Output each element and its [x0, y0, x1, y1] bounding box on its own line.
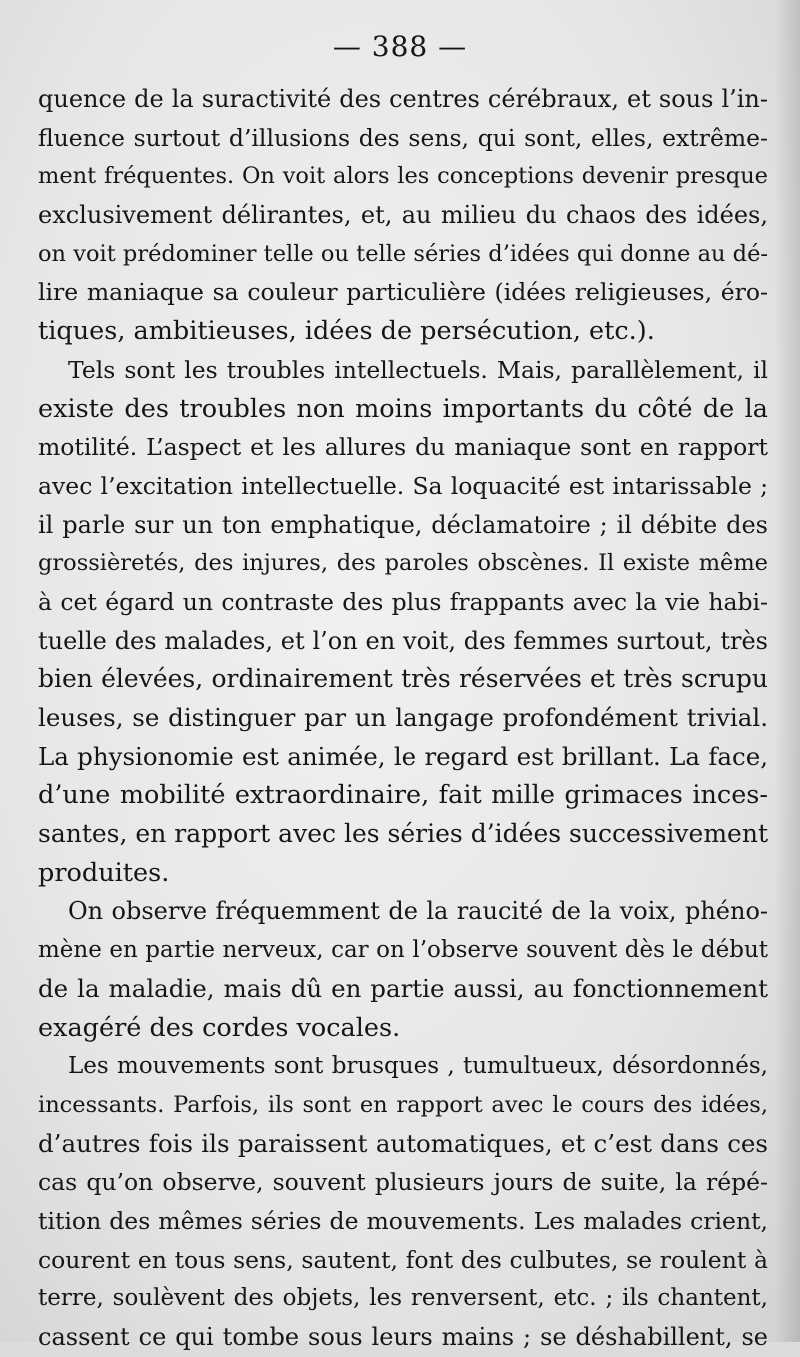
text-line: avec l’excitation intellectuelle. Sa loquacité est intarissable ; [38, 471, 768, 500]
page-edge-shadow [774, 0, 800, 1342]
text-line: quence de la suractivité des centres cérébraux, et sous l’in- [38, 85, 768, 113]
text-line: tuelle des malades, et l’on en voit, des femmes surtout, très [38, 626, 768, 655]
page-number: — 388 — [332, 30, 468, 63]
text-line: Tels sont les troubles intellectuels. Mais, parallèlement, il [68, 355, 768, 384]
text-line: incessants. Parfois, ils sont en rapport avec le cours des idées, [38, 1091, 768, 1118]
text-line: fluence surtout d’illusions des sens, qui sont, elles, extrême- [38, 123, 768, 152]
text-line: tiques, ambitieuses, idées de persécution, etc.). [38, 316, 655, 347]
text-line: bien élevées, ordinairement très réservées et très scrupu [38, 664, 768, 694]
text-line: exagéré des cordes vocales. [38, 1012, 401, 1043]
text-line: d’une mobilité extraordinaire, fait mille grimaces inces- [38, 780, 768, 811]
text-line: terre, soulèvent des objets, les renversent, etc. ; ils chantent, [38, 1285, 768, 1312]
text-line: on voit prédominer telle ou telle séries d’idées qui donne au dé- [38, 240, 768, 267]
text-line: courent en tous sens, sautent, font des culbutes, se roulent à [38, 1245, 768, 1274]
text-line: de la maladie, mais dû en partie aussi, au fonctionnement [38, 973, 768, 1003]
body-text [38, 80, 768, 1357]
text-line: exclusivement délirantes, et, au milieu du chaos des idées, [38, 201, 768, 230]
text-line: il parle sur un ton emphatique, déclamatoire ; il débite des [38, 510, 768, 539]
text-line: cas qu’on observe, souvent plusieurs jours de suite, la répé- [38, 1168, 768, 1197]
text-line: cassent ce qui tombe sous leurs mains ; se déshabillent, se [38, 1323, 768, 1351]
text-line: grossièretés, des injures, des paroles obscènes. Il existe même [38, 550, 768, 577]
text-line: motilité. L’aspect et les allures du maniaque sont en rapport [38, 433, 768, 462]
text-line: La physionomie est animée, le regard est brillant. La face, [38, 741, 768, 771]
text-line: existe des troubles non moins importants du côté de la [38, 393, 768, 424]
text-line: à cet égard un contraste des plus frappants avec la vie habi- [38, 587, 768, 616]
text-line: mène en partie nerveux, car on l’observe souvent dès le début [38, 937, 768, 964]
text-line: santes, en rapport avec les séries d’idées successivement [38, 819, 768, 849]
text-line: leuses, se distinguer par un langage profondément trivial. [38, 703, 768, 732]
text-line: On observe fréquemment de la raucité de la voix, phéno- [68, 897, 768, 926]
text-line: tition des mêmes séries de mouvements. Les malades crient, [38, 1206, 768, 1235]
text-line: ment fréquentes. On voit alors les conceptions devenir presque [38, 163, 768, 190]
text-line: lire maniaque sa couleur particulière (idées religieuses, éro- [38, 278, 768, 307]
text-line: d’autres fois ils paraissent automatiques, et c’est dans ces [38, 1128, 768, 1158]
text-line: produites. [38, 857, 170, 888]
text-line: Les mouvements sont brusques , tumultueux, désordonnés, [68, 1053, 768, 1080]
